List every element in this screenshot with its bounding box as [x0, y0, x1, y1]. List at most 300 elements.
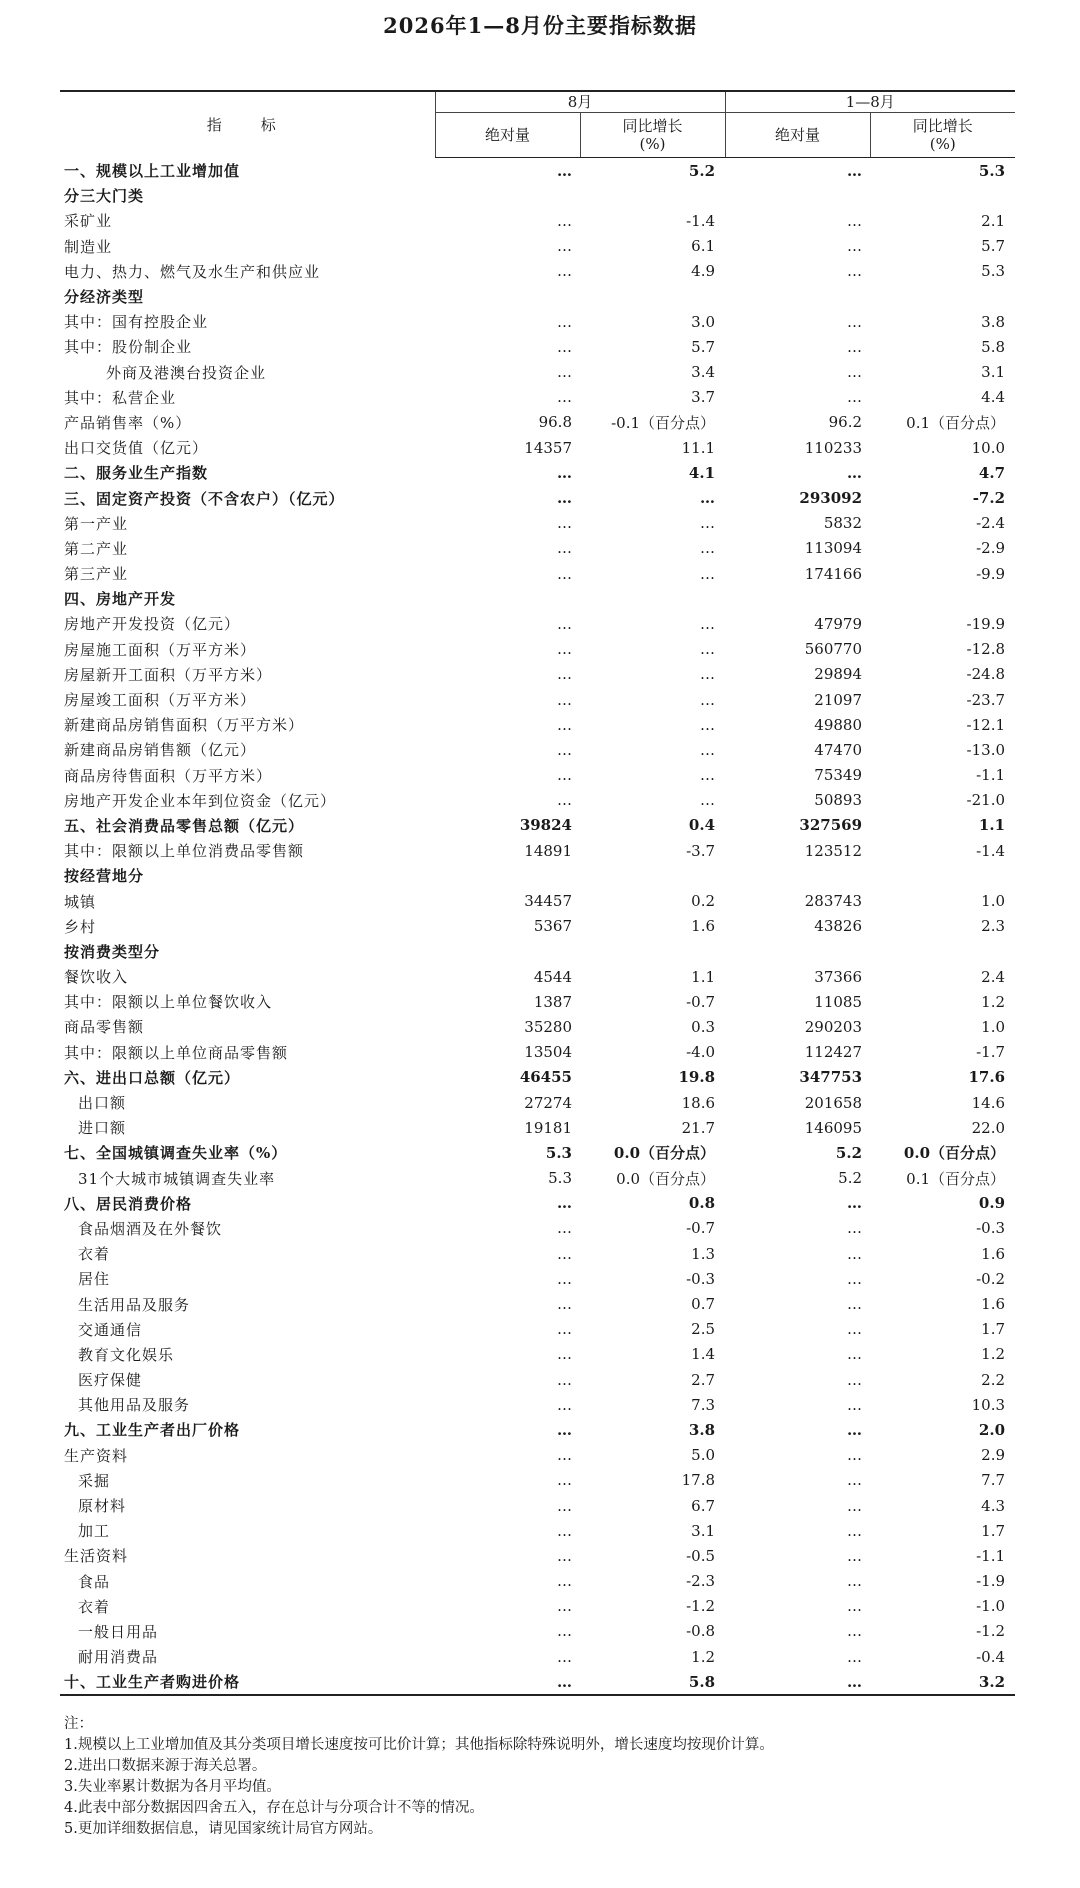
- aug-abs-cell: …: [557, 1521, 572, 1540]
- row-label: 进口额: [78, 1119, 127, 1138]
- aug-abs-cell: …: [557, 262, 572, 281]
- janaug-abs-cell: …: [847, 1244, 863, 1263]
- aug-yoy-cell: -0.1（百分点）: [611, 413, 716, 432]
- janaug-abs-cell: …: [847, 1295, 863, 1314]
- row-label: 房屋竣工面积（万平方米）: [64, 691, 257, 710]
- aug-yoy-cell: 1.3: [691, 1244, 716, 1263]
- row-label: 房屋施工面积（万平方米）: [64, 640, 257, 659]
- table-row: [60, 259, 1015, 284]
- janaug-yoy-cell: 7.7: [981, 1471, 1006, 1490]
- janaug-yoy-cell: [870, 939, 1015, 964]
- janaug-abs-cell: …: [847, 1496, 863, 1515]
- table-row: [60, 1468, 1015, 1493]
- janaug-yoy-cell: 10.3: [971, 1395, 1006, 1414]
- aug-abs-header: 绝对量: [435, 113, 580, 158]
- row-label: 采矿业: [64, 212, 113, 231]
- table-row: [60, 1392, 1015, 1417]
- janaug-abs-cell: 327569: [799, 816, 863, 835]
- aug-yoy-cell: …: [700, 489, 716, 508]
- aug-abs-cell: 96.8: [538, 413, 572, 432]
- janaug-abs-cell: 146095: [804, 1118, 863, 1137]
- table-row: [60, 989, 1015, 1014]
- janaug-yoy-cell: [870, 863, 1015, 888]
- table-row: [60, 1569, 1015, 1594]
- table-row: [60, 863, 1015, 888]
- janaug-yoy-cell: 2.2: [981, 1370, 1006, 1389]
- row-label: 按经营地分: [64, 867, 145, 886]
- aug-abs-cell: [435, 939, 580, 964]
- janaug-yoy-cell: 17.6: [968, 1068, 1006, 1087]
- aug-abs-cell: …: [557, 740, 572, 759]
- note-line: 2.进出口数据来源于海关总署。: [64, 1758, 267, 1774]
- janaug-abs-cell: …: [847, 1622, 863, 1641]
- row-label: 其中：股份制企业: [64, 338, 193, 357]
- aug-yoy-cell: 3.7: [691, 388, 716, 407]
- table-row: [60, 536, 1015, 561]
- table-row: [60, 1191, 1015, 1216]
- janaug-abs-cell: …: [847, 388, 863, 407]
- aug-abs-cell: 39824: [519, 816, 572, 835]
- table-row: [60, 763, 1015, 788]
- janaug-abs-cell: [725, 939, 870, 964]
- row-label: 二、服务业生产指数: [64, 464, 209, 483]
- janaug-yoy-cell: -2.4: [976, 514, 1006, 533]
- row-label: 第三产业: [64, 565, 129, 584]
- janaug-abs-cell: …: [847, 211, 863, 230]
- row-label: 一般日用品: [78, 1622, 159, 1641]
- table-row: [60, 1644, 1015, 1669]
- row-label: 乡村: [64, 917, 97, 936]
- aug-yoy-cell: …: [700, 640, 716, 659]
- aug-yoy-cell: -0.3: [686, 1269, 716, 1288]
- aug-abs-cell: …: [557, 791, 572, 810]
- aug-yoy-cell: 4.9: [691, 262, 716, 281]
- aug-abs-cell: …: [557, 337, 572, 356]
- janaug-yoy-cell: 22.0: [971, 1118, 1006, 1137]
- janaug-abs-cell: …: [847, 1546, 863, 1565]
- table-row: [60, 360, 1015, 385]
- janaug-yoy-cell: 2.9: [981, 1446, 1006, 1465]
- janaug-abs-cell: 201658: [804, 1093, 863, 1112]
- aug-abs-cell: …: [557, 614, 572, 633]
- janaug-yoy-cell: -1.9: [976, 1572, 1006, 1591]
- row-label: 六、进出口总额（亿元）: [64, 1068, 241, 1087]
- row-label: 其中：国有控股企业: [64, 313, 209, 332]
- table-row: [60, 1216, 1015, 1241]
- table-row: [60, 183, 1015, 208]
- row-label: 原材料: [78, 1497, 127, 1516]
- janaug-yoy-cell: -1.7: [976, 1043, 1006, 1062]
- janaug-abs-cell: 123512: [804, 841, 863, 860]
- aug-yoy-cell: 6.1: [691, 237, 716, 256]
- table-row: [60, 410, 1015, 435]
- aug-abs-cell: …: [557, 1370, 572, 1389]
- row-label: 生活资料: [64, 1547, 129, 1566]
- table-row: [60, 1090, 1015, 1115]
- aug-abs-cell: …: [557, 715, 572, 734]
- row-label: 采掘: [78, 1471, 111, 1490]
- aug-yoy-cell: …: [700, 539, 716, 558]
- aug-yoy-cell: 3.8: [688, 1420, 716, 1439]
- table-row: [60, 460, 1015, 485]
- aug-abs-cell: …: [557, 237, 572, 256]
- aug-abs-cell: 19181: [524, 1118, 572, 1137]
- aug-abs-cell: …: [557, 665, 572, 684]
- table-row: [60, 1040, 1015, 1065]
- aug-abs-cell: 14891: [524, 841, 572, 860]
- row-label: 加工: [78, 1522, 111, 1541]
- row-label: 房地产开发企业本年到位资金（亿元）: [64, 791, 337, 810]
- row-label: 三、固定资产投资（不含农户）（亿元）: [64, 489, 345, 508]
- table-row: [60, 964, 1015, 989]
- janaug-abs-cell: 47979: [814, 614, 863, 633]
- table-row: [60, 662, 1015, 687]
- janaug-abs-cell: 174166: [804, 564, 863, 583]
- aug-abs-cell: …: [557, 1395, 572, 1414]
- aug-yoy-cell: 3.1: [691, 1521, 716, 1540]
- aug-abs-cell: …: [557, 1194, 572, 1213]
- janaug-yoy-cell: -1.4: [976, 841, 1006, 860]
- aug-yoy-cell: …: [700, 766, 716, 785]
- table-row: [60, 1014, 1015, 1039]
- janaug-yoy-cell: 2.3: [981, 917, 1006, 936]
- row-label: 生产资料: [64, 1446, 129, 1465]
- janaug-abs-cell: 21097: [814, 690, 863, 709]
- aug-yoy-header: 同比增长 (%): [580, 113, 725, 158]
- janaug-yoy-cell: -7.2: [972, 489, 1006, 508]
- row-label: 新建商品房销售额（亿元）: [64, 741, 257, 760]
- janaug-yoy-cell: 4.4: [981, 388, 1006, 407]
- aug-abs-cell: …: [557, 640, 572, 659]
- janaug-yoy-cell: 1.6: [981, 1244, 1006, 1263]
- janaug-yoy-cell: 0.1（百分点）: [906, 413, 1006, 432]
- aug-abs-cell: …: [557, 1496, 572, 1515]
- footnotes: [64, 1714, 774, 1840]
- aug-yoy-cell: -3.7: [686, 841, 716, 860]
- row-label: 其中：限额以上单位消费品零售额: [64, 842, 305, 861]
- janaug-yoy-cell: -12.8: [966, 640, 1006, 659]
- aug-abs-cell: …: [557, 539, 572, 558]
- table-row: [60, 1367, 1015, 1392]
- janaug-yoy-cell: 5.7: [981, 237, 1006, 256]
- janaug-abs-cell: 49880: [814, 715, 863, 734]
- janaug-abs-cell: 283743: [804, 892, 863, 911]
- row-label: 房屋新开工面积（万平方米）: [64, 665, 273, 684]
- aug-yoy-cell: …: [700, 614, 716, 633]
- aug-abs-cell: [435, 284, 580, 309]
- row-label: 电力、热力、燃气及水生产和供应业: [64, 262, 321, 281]
- row-label: 其中：限额以上单位商品零售额: [64, 1043, 289, 1062]
- aug-abs-cell: …: [557, 161, 572, 180]
- janaug-abs-header: 绝对量: [725, 113, 870, 158]
- janaug-yoy-cell: -23.7: [966, 690, 1006, 709]
- aug-yoy-cell: 11.1: [681, 438, 716, 457]
- janaug-abs-cell: …: [847, 1420, 863, 1439]
- table-row: [60, 1266, 1015, 1291]
- table-row: [60, 737, 1015, 762]
- table-row: [60, 1065, 1015, 1090]
- table-row: [60, 1493, 1015, 1518]
- row-label: 产品销售率（%）: [64, 413, 192, 432]
- aug-abs-cell: 27274: [524, 1093, 572, 1112]
- aug-abs-cell: 14357: [524, 438, 572, 457]
- aug-yoy-cell: 0.0（百分点）: [613, 1144, 716, 1163]
- janaug-yoy-cell: -12.1: [966, 715, 1006, 734]
- janaug-abs-cell: 37366: [814, 967, 863, 986]
- aug-abs-cell: …: [557, 564, 572, 583]
- row-label: 出口额: [78, 1094, 127, 1113]
- aug-yoy-cell: 1.4: [691, 1345, 716, 1364]
- aug-abs-cell: …: [557, 1345, 572, 1364]
- aug-yoy-cell: [580, 284, 725, 309]
- janaug-abs-cell: 47470: [814, 740, 863, 759]
- table-row: [60, 1317, 1015, 1342]
- table-row: [60, 637, 1015, 662]
- note-line: 3.失业率累计数据为各月平均值。: [64, 1779, 281, 1795]
- janaug-yoy-cell: -24.8: [966, 665, 1006, 684]
- janaug-yoy-cell: -0.3: [976, 1219, 1006, 1238]
- janaug-abs-cell: …: [847, 1647, 863, 1666]
- table-row: [60, 511, 1015, 536]
- aug-yoy-cell: …: [700, 791, 716, 810]
- table-row: [60, 208, 1015, 233]
- row-label: 新建商品房销售面积（万平方米）: [64, 716, 305, 735]
- table-row: [60, 939, 1015, 964]
- table-row: [60, 385, 1015, 410]
- row-label: 分三大门类: [64, 187, 145, 206]
- aug-abs-cell: 5.3: [548, 1169, 572, 1188]
- row-label: 五、社会消费品零售总额（亿元）: [64, 816, 305, 835]
- row-label: 按消费类型分: [64, 942, 161, 961]
- aug-yoy-cell: 5.0: [691, 1446, 716, 1465]
- aug-abs-cell: …: [557, 514, 572, 533]
- janaug-yoy-cell: 3.1: [981, 363, 1006, 382]
- janaug-abs-cell: 113094: [804, 539, 863, 558]
- aug-yoy-cell: 0.0（百分点）: [616, 1169, 716, 1188]
- janaug-abs-cell: 5.2: [835, 1143, 863, 1162]
- aug-abs-cell: 13504: [524, 1043, 572, 1062]
- aug-yoy-cell: 5.8: [580, 1669, 725, 1695]
- janaug-abs-cell: …: [847, 1219, 863, 1238]
- aug-yoy-cell: …: [700, 715, 716, 734]
- row-label: 教育文化娱乐: [78, 1345, 175, 1364]
- aug-yoy-cell: …: [700, 564, 716, 583]
- aug-yoy-cell: 2.5: [691, 1320, 716, 1339]
- aug-abs-cell: …: [557, 463, 572, 482]
- janaug-abs-cell: …: [847, 161, 863, 180]
- janaug-abs-cell: …: [847, 262, 863, 281]
- aug-yoy-cell: [580, 863, 725, 888]
- janaug-yoy-cell: -1.0: [976, 1597, 1006, 1616]
- aug-yoy-cell: [580, 586, 725, 611]
- row-label: 四、房地产开发: [64, 590, 177, 609]
- aug-abs-cell: 34457: [524, 892, 572, 911]
- aug-yoy-cell: 5.7: [691, 337, 716, 356]
- janaug-yoy-cell: 5.8: [981, 337, 1006, 356]
- janaug-yoy-cell: -9.9: [976, 564, 1006, 583]
- table-row: [60, 1291, 1015, 1316]
- row-label: 医疗保健: [78, 1371, 143, 1390]
- table-row: [60, 1619, 1015, 1644]
- aug-yoy-cell: 7.3: [691, 1395, 716, 1414]
- janaug-yoy-cell: -0.4: [976, 1647, 1006, 1666]
- janaug-abs-cell: 560770: [804, 640, 863, 659]
- aug-abs-cell: …: [557, 211, 572, 230]
- janaug-yoy-cell: -2.9: [976, 539, 1006, 558]
- table-row: [60, 334, 1015, 359]
- janaug-yoy-cell: 1.7: [981, 1320, 1006, 1339]
- janaug-abs-cell: [725, 863, 870, 888]
- row-label: 九、工业生产者出厂价格: [64, 1421, 241, 1440]
- aug-abs-cell: …: [557, 1420, 572, 1439]
- janaug-yoy-cell: 0.9: [978, 1194, 1006, 1213]
- janaug-yoy-cell: [870, 183, 1015, 208]
- janaug-abs-cell: [725, 586, 870, 611]
- janaug-yoy-cell: -1.1: [976, 1546, 1006, 1565]
- aug-abs-cell: 46455: [519, 1068, 572, 1087]
- janaug-abs-cell: …: [847, 1395, 863, 1414]
- table-row: [60, 1443, 1015, 1468]
- aug-yoy-cell: …: [700, 740, 716, 759]
- row-label: 商品房待售面积（万平方米）: [64, 766, 273, 785]
- aug-yoy-cell: 2.7: [691, 1370, 716, 1389]
- janaug-abs-cell: 347753: [799, 1068, 863, 1087]
- indicator-column-header: 指 标: [60, 91, 435, 158]
- janaug-abs-cell: …: [847, 1320, 863, 1339]
- aug-yoy-cell: -0.8: [686, 1622, 716, 1641]
- janaug-yoy-cell: 2.4: [981, 967, 1006, 986]
- row-label: 其他用品及服务: [78, 1396, 191, 1415]
- row-label: 七、全国城镇调查失业率（%）: [64, 1144, 288, 1163]
- row-label: 城镇: [64, 892, 97, 911]
- august-group-header: 8月: [435, 91, 725, 113]
- aug-abs-cell: [435, 863, 580, 888]
- janaug-abs-cell: [725, 183, 870, 208]
- row-label: 其中：私营企业: [64, 388, 177, 407]
- janaug-yoy-cell: 1.6: [981, 1295, 1006, 1314]
- janaug-yoy-cell: 1.2: [981, 1345, 1006, 1364]
- table-row: [60, 284, 1015, 309]
- aug-abs-cell: …: [557, 1269, 572, 1288]
- aug-yoy-cell: …: [700, 665, 716, 684]
- row-label: 交通通信: [78, 1320, 143, 1339]
- row-label: 第二产业: [64, 539, 129, 558]
- row-label: 十、工业生产者购进价格: [60, 1669, 435, 1695]
- janaug-abs-cell: …: [847, 363, 863, 382]
- janaug-yoy-cell: 5.3: [978, 161, 1006, 180]
- janaug-abs-cell: 43826: [814, 917, 863, 936]
- aug-yoy-cell: 19.8: [678, 1068, 716, 1087]
- aug-abs-cell: …: [557, 1471, 572, 1490]
- row-label: 房地产开发投资（亿元）: [64, 615, 241, 634]
- indicator-table: [60, 90, 1015, 1696]
- note-line: 5.更加详细数据信息，请见国家统计局官方网站。: [64, 1821, 383, 1837]
- janaug-abs-cell: …: [847, 1572, 863, 1591]
- janaug-abs-cell: …: [847, 337, 863, 356]
- table-row: [60, 888, 1015, 913]
- janaug-yoy-cell: 4.3: [981, 1496, 1006, 1515]
- janaug-abs-cell: [725, 284, 870, 309]
- table-row: [60, 838, 1015, 863]
- table-row: [60, 485, 1015, 510]
- aug-yoy-cell: 1.1: [691, 967, 716, 986]
- janaug-abs-cell: …: [847, 463, 863, 482]
- aug-yoy-cell: -0.7: [686, 1219, 716, 1238]
- table-row: [60, 309, 1015, 334]
- aug-abs-cell: …: [557, 766, 572, 785]
- janaug-abs-cell: 5.2: [838, 1169, 863, 1188]
- janaug-yoy-cell: -19.9: [966, 614, 1006, 633]
- row-label: 居住: [78, 1270, 111, 1289]
- aug-abs-cell: …: [557, 1446, 572, 1465]
- table-row: [60, 1518, 1015, 1543]
- note-line: 1.规模以上工业增加值及其分类项目增长速度按可比价计算；其他指标除特殊说明外，增长速度均按现价计算。: [64, 1737, 774, 1753]
- janaug-yoy-cell: [870, 586, 1015, 611]
- janaug-yoy-cell: 3.8: [981, 312, 1006, 331]
- row-label: 餐饮收入: [64, 968, 129, 987]
- janaug-yoy-cell: 14.6: [971, 1093, 1006, 1112]
- table-row: [60, 1342, 1015, 1367]
- janaug-yoy-cell: 1.2: [981, 992, 1006, 1011]
- janaug-abs-cell: 5832: [823, 514, 863, 533]
- janaug-abs-cell: 293092: [799, 489, 863, 508]
- janaug-abs-cell: 11085: [814, 992, 863, 1011]
- aug-abs-cell: 35280: [524, 1017, 572, 1036]
- janaug-yoy-cell: 4.7: [978, 463, 1006, 482]
- table-row: [60, 1241, 1015, 1266]
- aug-abs-cell: 5.3: [545, 1143, 572, 1162]
- table-row: [60, 586, 1015, 611]
- row-label: 制造业: [64, 237, 113, 256]
- table-row: [60, 712, 1015, 737]
- aug-yoy-cell: 4.1: [688, 463, 716, 482]
- aug-yoy-cell: 17.8: [681, 1471, 716, 1490]
- aug-abs-cell: [435, 586, 580, 611]
- row-label: 分经济类型: [64, 288, 145, 307]
- note-line: 注：: [64, 1716, 93, 1732]
- aug-abs-cell: …: [557, 1219, 572, 1238]
- aug-yoy-cell: -0.5: [686, 1546, 716, 1565]
- aug-abs-cell: …: [557, 312, 572, 331]
- aug-yoy-cell: 21.7: [681, 1118, 716, 1137]
- table-row: [60, 234, 1015, 259]
- janaug-abs-cell: 112427: [804, 1043, 863, 1062]
- row-label: 其中：限额以上单位餐饮收入: [64, 993, 273, 1012]
- aug-abs-cell: …: [557, 1244, 572, 1263]
- row-label: 一、规模以上工业增加值: [64, 161, 241, 180]
- aug-abs-cell: …: [557, 1546, 572, 1565]
- aug-abs-cell: 1387: [533, 992, 572, 1011]
- janaug-yoy-cell: 5.3: [981, 262, 1006, 281]
- janaug-abs-cell: …: [847, 1370, 863, 1389]
- table-row: [60, 1594, 1015, 1619]
- table-row: [60, 435, 1015, 460]
- aug-yoy-cell: 5.2: [688, 161, 716, 180]
- row-label: 食品: [78, 1572, 111, 1591]
- row-label: 生活用品及服务: [78, 1295, 191, 1314]
- janaug-abs-cell: …: [847, 1597, 863, 1616]
- aug-abs-cell: …: [435, 1669, 580, 1695]
- janaug-abs-cell: …: [847, 312, 863, 331]
- aug-yoy-cell: -4.0: [686, 1043, 716, 1062]
- row-label: 出口交货值（亿元）: [64, 439, 209, 458]
- row-label: 31个大城市城镇调查失业率: [78, 1169, 276, 1188]
- janaug-abs-cell: …: [725, 1669, 870, 1695]
- janaug-yoy-cell: -13.0: [966, 740, 1006, 759]
- aug-abs-cell: …: [557, 1647, 572, 1666]
- jan-aug-group-header: 1—8月: [725, 91, 1015, 113]
- janaug-yoy-cell: 0.1（百分点）: [906, 1169, 1006, 1188]
